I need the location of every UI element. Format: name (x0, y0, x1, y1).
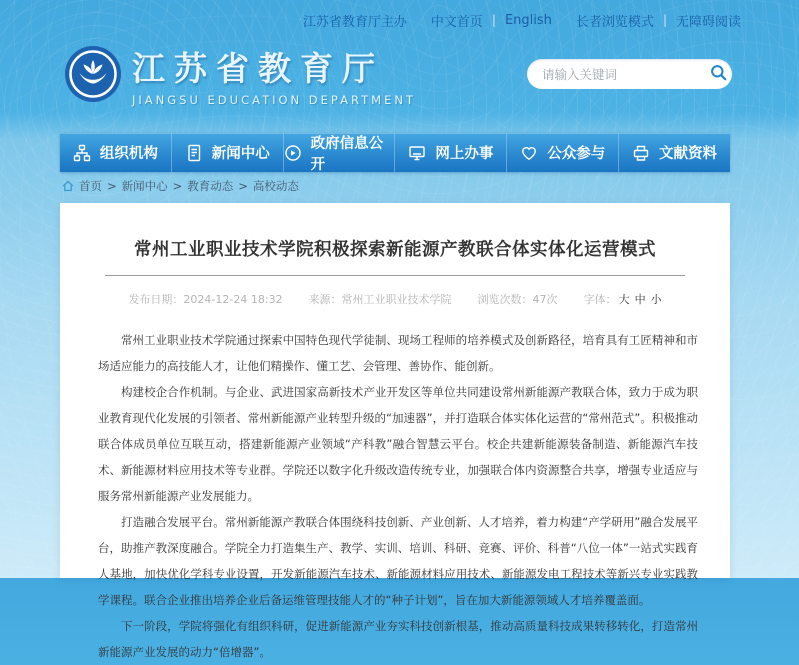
font-size-small-button[interactable]: 小 (650, 293, 662, 306)
department-logo-icon[interactable] (64, 45, 122, 103)
font-size-medium-button[interactable]: 中 (634, 293, 646, 306)
title-divider (105, 275, 685, 276)
search-box (527, 59, 732, 89)
breadcrumb-university-news[interactable]: 高校动态 (252, 179, 299, 193)
article-title: 常州工业职业技术学院积极探索新能源产教联合体实体化运营模式 (134, 240, 656, 260)
article-paragraph: 下一阶段，学院将强化有组织科研，促进新能源产业夯实科技创新根基，推动高质量科技成果转移转化，打造常州新能源产业发展的动力“倍增器”。 (98, 619, 698, 659)
article-card (60, 203, 730, 659)
article-body (98, 327, 698, 665)
breadcrumb-education-news[interactable]: 教育动态 (187, 179, 234, 193)
link-accessibility[interactable]: 无障碍阅读 (675, 14, 741, 30)
nav-item-documents[interactable] (619, 133, 730, 172)
article-source: 来源：常州工业职业技术学院 (308, 293, 452, 306)
online-services-icon (408, 144, 426, 162)
divider: | (662, 13, 667, 27)
nav-item-public-participation[interactable] (507, 133, 619, 172)
link-chinese-home[interactable]: 中文首页 (430, 14, 483, 30)
site-title: 江苏省教育厅 (132, 49, 384, 88)
nav-item-online-services[interactable] (395, 133, 507, 172)
link-elder-mode[interactable]: 长者浏览模式 (575, 14, 654, 30)
publish-date: 发布日期：2024-12-24 18:32 (128, 293, 283, 306)
font-size-label: 字体： (583, 293, 617, 306)
nav-item-info-disclosure[interactable] (284, 133, 396, 172)
font-size-large-button[interactable]: 大 (618, 293, 630, 306)
view-count: 浏览次数：47次 (477, 293, 558, 306)
search-input[interactable] (527, 67, 704, 82)
site-header (0, 40, 799, 118)
nav-label: 公众参与 (547, 146, 606, 162)
nav-label: 新闻中心 (211, 146, 270, 162)
breadcrumb-separator: > (107, 179, 117, 193)
main-navigation (60, 133, 730, 172)
participation-heart-icon (520, 144, 538, 162)
news-icon (185, 144, 203, 162)
documents-icon (632, 144, 650, 162)
top-utility-bar (0, 0, 799, 40)
breadcrumb-news-center[interactable]: 新闻中心 (121, 179, 168, 193)
nav-label: 网上办事 (435, 146, 494, 162)
article-paragraph: 构建校企合作机制。与企业、武进国家高新技术产业开发区等单位共同建设常州新能源产教联合体，致力于成为职业教育现代化发展的引领者、常州新能源产业转型升级的“加速器”，并打造联合体实体化运营的“常州范式”。积极推动联合体成员单位互联互动，搭建新能源产业领域“产科教”融合智慧云平台。校企共建新能源装备制造、新能源汽车技术、新能源材料应用技术等专业群。学院还以数字化升级改造传统专业，加强联合体内资源整合共享，增强专业适应与服务常州新能源产业发展能力。 (98, 385, 698, 503)
nav-item-news-center[interactable] (172, 133, 284, 172)
article-meta (60, 291, 730, 307)
nav-label: 组织机构 (99, 146, 158, 162)
breadcrumb-separator: > (238, 179, 248, 193)
divider: | (491, 13, 496, 27)
article-paragraph: 打造融合发展平台。常州新能源产教联合体围绕科技创新、产业创新、人才培养，着力构建“产学研用”融合发展平台，助推产教深度融合。学院全力打造集生产、教学、实训、培训、科研、竞赛、评价、科普“八位一体”一站式实践育人基地，加快优化学科专业设置，开发新能源汽车技术、新能源材料应用技术、新能源发电工程技术等新兴专业实践教学课程。联合企业推出培养企业后备运维管理技能人才的“种子计划”，旨在加大新能源领域人才培养覆盖面。 (98, 515, 698, 607)
nav-item-organization[interactable] (60, 133, 172, 172)
link-english[interactable]: English (504, 12, 552, 28)
font-size-control (584, 291, 662, 307)
article-paragraph: 常州工业职业技术学院通过探索中国特色现代学徒制、现场工程师的培养模式及创新路径，培育具有工匠精神和市场适应能力的高技能人才，让他们精操作、懂工艺、会管理、善协作、能创新。 (98, 333, 698, 373)
org-chart-icon (73, 144, 91, 162)
search-button[interactable] (704, 59, 732, 89)
link-hosted-by[interactable]: 江苏省教育厅主办 (302, 14, 407, 30)
breadcrumb (62, 178, 299, 194)
nav-label: 政府信息公开 (310, 135, 384, 173)
nav-label: 文献资料 (659, 146, 718, 162)
home-icon (62, 180, 74, 192)
breadcrumb-home[interactable]: 首页 (79, 179, 102, 193)
site-title-english: JIANGSU EDUCATION DEPARTMENT (132, 93, 416, 107)
info-disclosure-icon (284, 144, 302, 162)
search-icon (710, 64, 727, 84)
breadcrumb-separator: > (172, 179, 183, 193)
